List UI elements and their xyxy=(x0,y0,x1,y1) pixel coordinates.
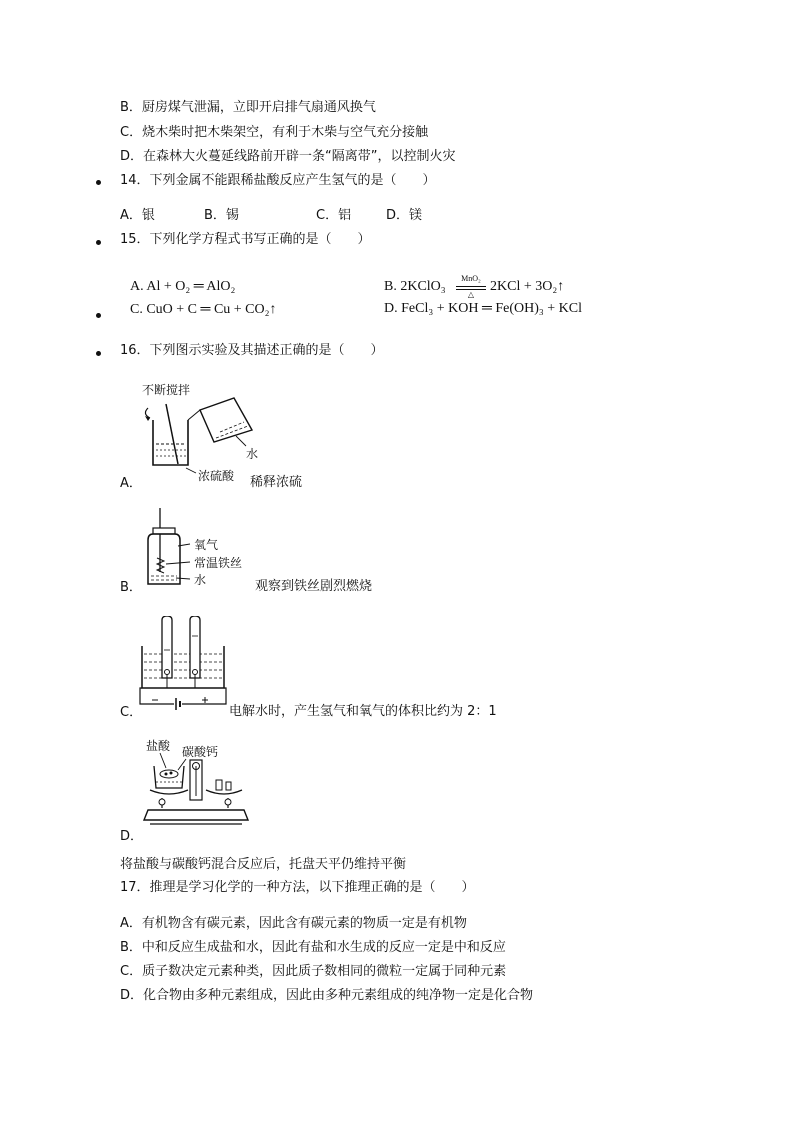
q14-option-a: A．银 xyxy=(120,208,155,223)
figure-a-label-acid: 浓硫酸 xyxy=(198,469,235,483)
q14-stem: 14．下列金属不能跟稀盐酸反应产生氢气的是（ ） xyxy=(120,173,436,188)
q15-condition-line xyxy=(456,286,486,287)
q16-option-a-desc: 稀释浓硫 xyxy=(250,475,303,490)
q17-option-d: D．化合物由多种元素组成，因此由多种元素组成的纯净物一定是化合物 xyxy=(120,988,534,1003)
list-bullet xyxy=(96,180,101,185)
q13-option-d: D．在森林大火蔓延线路前开辟一条“隔离带”，以控制火灾 xyxy=(120,149,456,164)
q15-option-b-heat: △ xyxy=(467,290,475,299)
q16-option-b-letter: B． xyxy=(120,580,142,595)
q16-option-c-letter: C． xyxy=(120,705,143,720)
q16-option-d-letter: D． xyxy=(120,829,144,844)
list-bullet xyxy=(96,351,101,356)
q15-option-a: A. Al + O₂ ═ AlO₂ xyxy=(130,279,236,294)
list-bullet xyxy=(96,313,101,318)
figure-iron-wire-oxygen xyxy=(138,506,243,588)
q17-option-b: B．中和反应生成盐和水，因此有盐和水生成的反应一定是中和反应 xyxy=(120,940,506,955)
q15-option-b-product: 2KCl + 3O₂↑ xyxy=(490,279,565,294)
figure-balance-reaction xyxy=(142,738,250,830)
q16-option-a-letter: A． xyxy=(120,476,142,491)
q17-stem: 17．推理是学习化学的一种方法，以下推理正确的是（ ） xyxy=(120,880,475,895)
q16-option-c-desc: 电解水时，产生氢气和氧气的体积比约为 2：1 xyxy=(229,704,497,719)
q15-option-b-reactant: B. 2KClO₃ xyxy=(384,279,446,294)
q14-option-b: B．锡 xyxy=(204,208,239,223)
q17-option-a: A．有机物含有碳元素，因此含有碳元素的物质一定是有机物 xyxy=(120,916,467,931)
list-bullet xyxy=(96,240,101,245)
figure-a-label-stir: 不断搅拌 xyxy=(142,383,191,397)
q14-option-d: D．镁 xyxy=(386,208,423,223)
figure-a-label-water: 水 xyxy=(246,447,259,461)
figure-d-label-acid: 盐酸 xyxy=(146,739,171,753)
figure-d-label-caco3: 碳酸钙 xyxy=(182,745,219,759)
figure-water-electrolysis xyxy=(138,616,230,714)
q15-option-d: D. FeCl₃ + KOH ═ Fe(OH)₃ + KCl xyxy=(384,301,583,316)
q15-stem: 15．下列化学方程式书写正确的是（ ） xyxy=(120,232,371,247)
q17-option-c: C．质子数决定元素种类，因此质子数相同的微粒一定属于同种元素 xyxy=(120,964,507,979)
q15-option-c: C. CuO + C ═ Cu + CO₂↑ xyxy=(130,302,277,317)
figure-b-label-wire: 常温铁丝 xyxy=(194,556,243,570)
q16-stem: 16．下列图示实验及其描述正确的是（ ） xyxy=(120,343,384,358)
q16-option-b-desc: 观察到铁丝剧烈燃烧 xyxy=(255,579,373,594)
q14-option-c: C．铝 xyxy=(316,208,352,223)
figure-b-label-water: 水 xyxy=(194,573,207,587)
q15-option-b-catalyst: MnO₂ xyxy=(461,274,481,283)
figure-dilute-acid xyxy=(136,380,271,485)
q13-option-b: B．厨房煤气泄漏，立即开启排气扇通风换气 xyxy=(120,100,376,115)
figure-b-label-oxygen: 氧气 xyxy=(194,538,219,552)
q16-option-d-desc: 将盐酸与碳酸钙混合反应后，托盘天平仍维持平衡 xyxy=(120,857,407,872)
q13-option-c: C．烧木柴时把木柴架空，有利于木柴与空气充分接触 xyxy=(120,125,429,140)
